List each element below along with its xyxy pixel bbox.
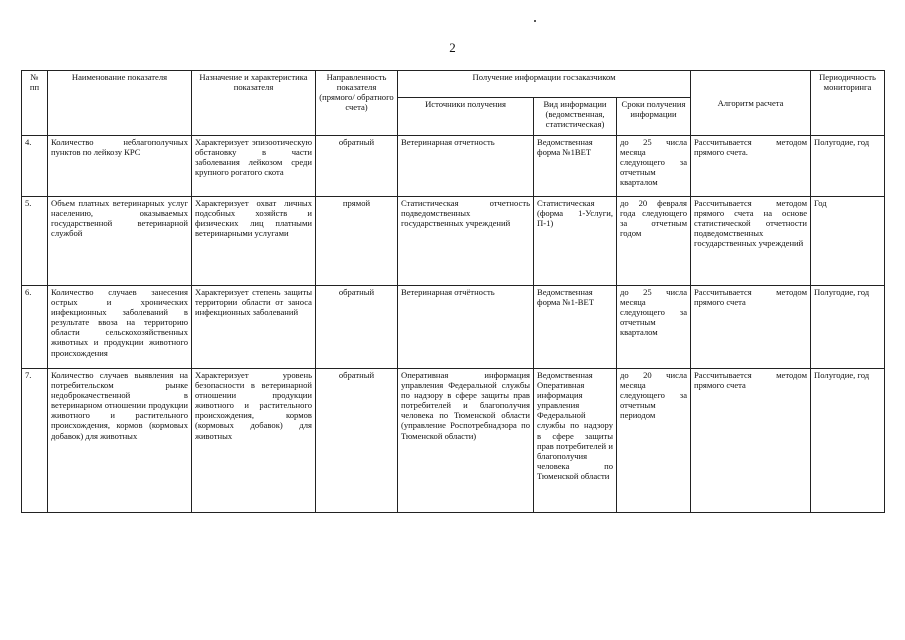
cell-direction: обратный (316, 369, 398, 513)
cell-frequency: Полугодие, год (811, 136, 885, 197)
table-row (22, 286, 885, 369)
table-row (22, 136, 885, 197)
cell-algorithm: Рассчитывается методом прямого счета (691, 369, 811, 513)
cell-no: 5. (22, 197, 48, 286)
cell-name: Объем платных ветеринарных услуг населению, оказываемых государственной ветеринарной службой (48, 197, 192, 286)
header-no: № пп (22, 71, 48, 136)
cell-purpose: Характеризует охват личных подсобных хозяйств и физических лиц платными ветеринарными услугами (192, 197, 316, 286)
header-deadline: Сроки получения информации (617, 98, 691, 136)
cell-direction: обратный (316, 286, 398, 369)
page-number: 2 (449, 40, 456, 55)
header-direction: Направленность показателя (прямого/ обратного счета) (316, 71, 398, 136)
cell-info-type: Ведомственная Оперативная информация управления Федеральной службы по надзору в сфере защиты прав потребителей и благополучия человека по Тюменской области (534, 369, 617, 513)
cell-source: Оперативная информация управления Федеральной службы по надзору в сфере защиты прав потребителей и благополучия человека по Тюменской области (управление Роспотребнадзора по Тюменской области) (398, 369, 534, 513)
cell-purpose: Характеризует уровень безопасности в ветеринарной отношении продукции животного и растительного происхождения, кормов (кормовых добавок) для животных (192, 369, 316, 513)
cell-info-type: Ведомственная форма №1ВЕТ (534, 136, 617, 197)
cell-algorithm: Рассчитывается методом прямого счета. (691, 136, 811, 197)
table-row (22, 197, 885, 286)
cell-name: Количество случаев занесения острых и хронических инфекционных заболеваний в результате ввоза на территорию области сельскохозяйственных животных и продукции животного происхождения (48, 286, 192, 369)
cell-deadline: до 25 числа месяца следующего за отчетным кварталом (617, 136, 691, 197)
cell-frequency: Год (811, 197, 885, 286)
indicators-table (21, 70, 885, 513)
table-header-row (22, 71, 885, 98)
cell-deadline: до 20 февраля года следующего за отчетным годом (617, 197, 691, 286)
table-row (22, 369, 885, 513)
header-frequency: Периодичность мониторинга (811, 71, 885, 136)
cell-deadline: до 20 числа месяца следующего за отчетным периодом (617, 369, 691, 513)
header-purpose: Назначение и характеристика показателя (192, 71, 316, 136)
cell-purpose: Характеризует эпизоотическую обстановку в части заболевания лейкозом среди крупного рогатого скота (192, 136, 316, 197)
cell-algorithm: Рассчитывается методом прямого счета на основе статистической отчетности подведомственных государственных учреждений (691, 197, 811, 286)
cell-source: Ветеринарная отчётность (398, 286, 534, 369)
cell-info-type: Ведомственная форма №1-ВЕТ (534, 286, 617, 369)
cell-source: Статистическая отчетность подведомственных государственных учреждений (398, 197, 534, 286)
header-sources: Источники получения (398, 98, 534, 136)
cell-purpose: Характеризует степень защиты территории области от заноса инфекционных заболеваний (192, 286, 316, 369)
scan-speck (534, 20, 536, 22)
cell-frequency: Полугодие, год (811, 369, 885, 513)
cell-direction: обратный (316, 136, 398, 197)
header-info-group: Получение информации госзаказчиком (398, 71, 691, 98)
header-name: Наименование показателя (48, 71, 192, 136)
cell-no: 7. (22, 369, 48, 513)
cell-source: Ветеринарная отчетность (398, 136, 534, 197)
cell-no: 4. (22, 136, 48, 197)
cell-frequency: Полугодие, год (811, 286, 885, 369)
cell-direction: прямой (316, 197, 398, 286)
cell-algorithm: Рассчитывается методом прямого счета (691, 286, 811, 369)
cell-name: Количество неблагополучных пунктов по лейкозу КРС (48, 136, 192, 197)
header-algorithm: Алгоритм расчета (691, 71, 811, 136)
header-info-type: Вид информации (ведомственная, статистическая) (534, 98, 617, 136)
cell-no: 6. (22, 286, 48, 369)
cell-info-type: Статистическая (форма 1-Услуги, П-1) (534, 197, 617, 286)
cell-name: Количество случаев выявления на потребительском рынке недоброкачественной в ветеринарном отношении продукции животного и растительного происхождения, кормов (кормовых добавок) для животных (48, 369, 192, 513)
cell-deadline: до 25 числа месяца следующего за отчетным кварталом (617, 286, 691, 369)
